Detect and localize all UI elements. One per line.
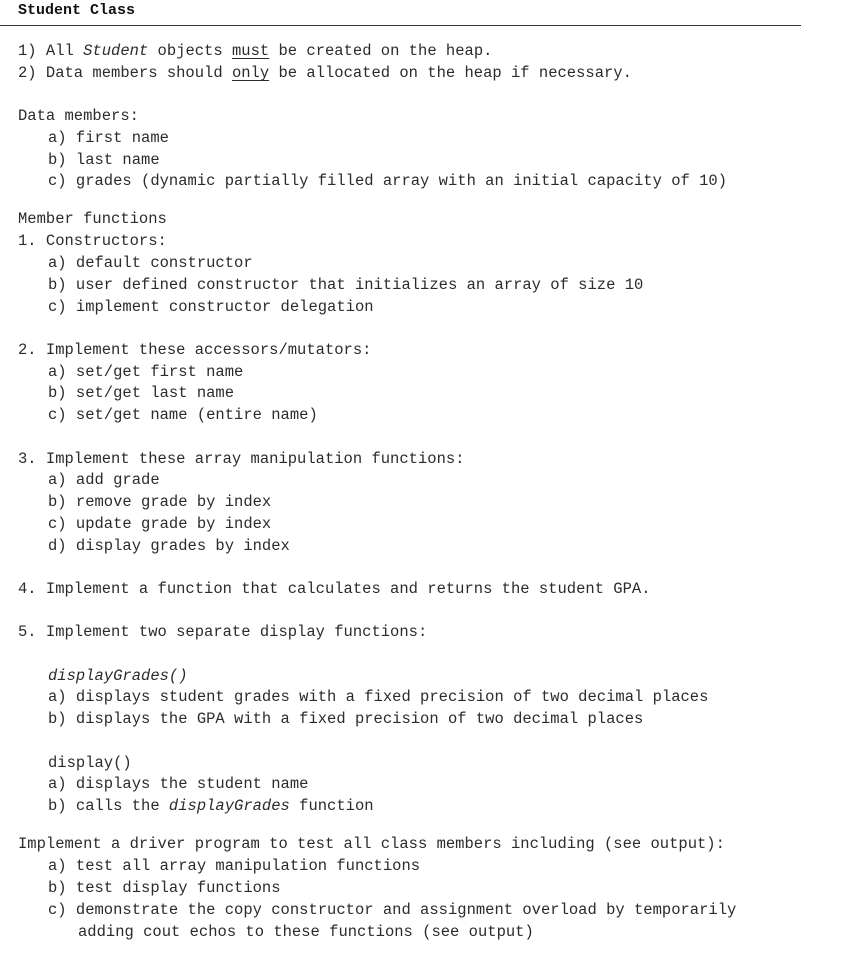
list-item: b) displays the GPA with a fixed precision of two decimal places [48, 710, 644, 728]
accessors-heading: 2. Implement these accessors/mutators: [18, 341, 372, 359]
list-item: a) test all array manipulation functions [48, 857, 421, 875]
display-grades-name: displayGrades() [48, 667, 188, 685]
title-divider [0, 25, 801, 26]
rule-1 [18, 42, 492, 60]
display-heading: 5. Implement two separate display functions: [18, 623, 428, 641]
list-item: b) remove grade by index [48, 493, 272, 511]
member-functions-heading: Member functions [18, 210, 167, 228]
rule-text: objects [148, 42, 232, 60]
rule-number: 2) [18, 64, 46, 82]
rule-2 [18, 64, 632, 82]
list-item: c) set/get name (entire name) [48, 406, 318, 424]
array-functions-heading: 3. Implement these array manipulation functions: [18, 450, 465, 468]
list-item: a) add grade [48, 471, 160, 489]
list-item: b) test display functions [48, 879, 281, 897]
data-members-heading: Data members: [18, 107, 139, 125]
list-item: c) grades (dynamic partially filled array with an initial capacity of 10) [48, 172, 728, 190]
rule-text: be created on the heap. [269, 42, 493, 60]
gpa-heading: 4. Implement a function that calculates and returns the student GPA. [18, 580, 651, 598]
display-fn-name: display() [48, 754, 132, 772]
list-item: c) update grade by index [48, 515, 272, 533]
list-item: a) default constructor [48, 254, 253, 272]
rule-text: be allocated on the heap if necessary. [269, 64, 632, 82]
list-item: b) user defined constructor that initializes an array of size 10 [48, 276, 644, 294]
list-item: c) implement constructor delegation [48, 298, 374, 316]
page-title: Student Class [18, 2, 136, 19]
rule-underline: only [231, 64, 270, 82]
list-item: d) display grades by index [48, 537, 290, 555]
driver-heading: Implement a driver program to test all class members including (see output): [18, 835, 725, 853]
list-item [48, 797, 374, 815]
list-item: b) set/get last name [48, 384, 235, 402]
rule-text: All [45, 42, 84, 60]
constructors-heading: 1. Constructors: [18, 232, 167, 250]
list-item: b) last name [48, 151, 160, 169]
list-item: a) displays student grades with a fixed precision of two decimal places [48, 688, 709, 706]
list-item: c) demonstrate the copy constructor and assignment overload by temporarily [48, 901, 737, 919]
list-item: a) first name [48, 129, 169, 147]
item-text: function [289, 797, 374, 815]
item-emphasis: displayGrades [168, 797, 290, 815]
item-text: b) calls the [48, 797, 169, 815]
rule-text: Data members should [45, 64, 232, 82]
rule-emphasis: Student [83, 42, 149, 60]
rule-underline: must [231, 42, 270, 60]
rule-number: 1) [18, 42, 46, 60]
list-item-continuation: adding cout echos to these functions (see output) [78, 923, 534, 941]
list-item: a) displays the student name [48, 775, 309, 793]
list-item: a) set/get first name [48, 363, 244, 381]
